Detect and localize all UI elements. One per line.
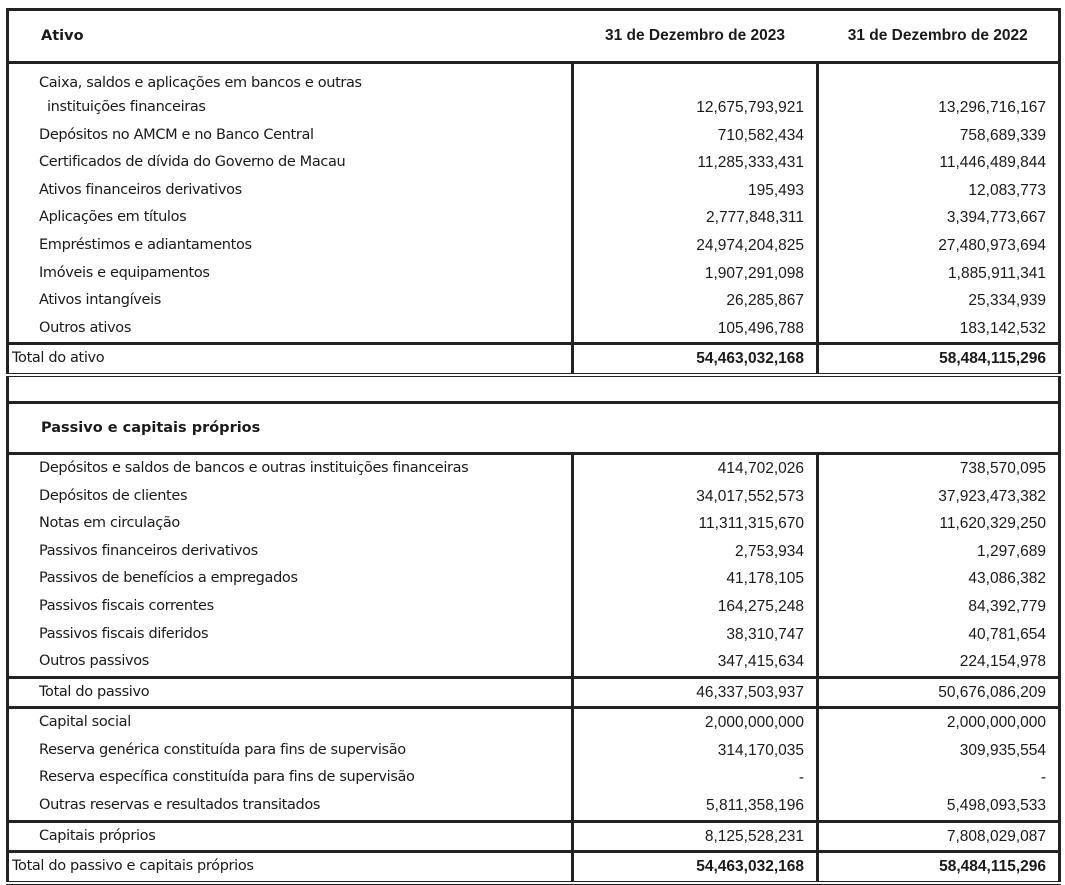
value-2022: 1,297,689 <box>818 538 1060 566</box>
value-2022: 309,935,554 <box>818 737 1060 765</box>
table-header <box>8 10 1060 63</box>
row-label: Imóveis e equipamentos <box>8 260 573 288</box>
table-row <box>8 204 1060 232</box>
table-row <box>8 621 1060 649</box>
value-2023: 34,017,552,573 <box>573 483 818 511</box>
table-row <box>8 565 1060 593</box>
value-2023: 41,178,105 <box>573 565 818 593</box>
value-2022: 2,000,000,000 <box>818 708 1060 737</box>
value-2023: 54,463,032,168 <box>573 344 818 375</box>
value-2023: 26,285,867 <box>573 287 818 315</box>
balance-sheet-table <box>6 8 1061 885</box>
value-2022: 37,923,473,382 <box>818 483 1060 511</box>
table-row <box>8 764 1060 792</box>
value-2022: 224,154,978 <box>818 648 1060 677</box>
value-2022: 758,689,339 <box>818 122 1060 150</box>
row-label: Outros ativos <box>8 315 573 344</box>
value-2022: 58,484,115,296 <box>818 852 1060 883</box>
value-2022: 12,083,773 <box>818 177 1060 205</box>
value-2022: 58,484,115,296 <box>818 344 1060 375</box>
value-2023: 38,310,747 <box>573 621 818 649</box>
total-liabilities-row <box>8 677 1060 708</box>
section-header-liabilities <box>8 402 1060 453</box>
value-2023: 11,285,333,431 <box>573 149 818 177</box>
spacer-row <box>8 375 1060 403</box>
table-row <box>8 94 1060 122</box>
table-row <box>8 315 1060 344</box>
row-label: Total do passivo e capitais próprios <box>8 852 573 883</box>
value-2022: - <box>818 764 1060 792</box>
table-row <box>8 792 1060 821</box>
row-label: Notas em circulação <box>8 510 573 538</box>
value-2022: 183,142,532 <box>818 315 1060 344</box>
value-2022: 40,781,654 <box>818 621 1060 649</box>
row-label: Depósitos e saldos de bancos e outras instituições financeiras <box>8 453 573 482</box>
table-row <box>8 232 1060 260</box>
table-row <box>8 593 1060 621</box>
value-2023: 12,675,793,921 <box>573 94 818 122</box>
value-2022: 84,392,779 <box>818 593 1060 621</box>
value-2023: - <box>573 764 818 792</box>
row-label: Capital social <box>8 708 573 737</box>
value-2023: 8,125,528,231 <box>573 821 818 852</box>
table-row <box>8 483 1060 511</box>
value-2023: 414,702,026 <box>573 453 818 482</box>
value-2023: 195,493 <box>573 177 818 205</box>
value-2023: 5,811,358,196 <box>573 792 818 821</box>
value-2023: 54,463,032,168 <box>573 852 818 883</box>
value-2023: 2,753,934 <box>573 538 818 566</box>
row-label: Caixa, saldos e aplicações em bancos e outras <box>8 63 573 95</box>
row-label: Capitais próprios <box>8 821 573 852</box>
row-label: Passivos de benefícios a empregados <box>8 565 573 593</box>
value-2022: 5,498,093,533 <box>818 792 1060 821</box>
value-2023: 1,907,291,098 <box>573 260 818 288</box>
value-2022: 1,885,911,341 <box>818 260 1060 288</box>
value-2022: 7,808,029,087 <box>818 821 1060 852</box>
row-label: Total do passivo <box>8 677 573 708</box>
row-label: Depósitos de clientes <box>8 483 573 511</box>
header-col-2023: 31 de Dezembro de 2023 <box>573 10 818 63</box>
table-row <box>8 149 1060 177</box>
table-row <box>8 510 1060 538</box>
row-label-continued: instituições financeiras <box>8 94 573 122</box>
value-2023: 164,275,248 <box>573 593 818 621</box>
section-title: Passivo e capitais próprios <box>8 402 1060 453</box>
table-row <box>8 177 1060 205</box>
value-2023: 314,170,035 <box>573 737 818 765</box>
table-row <box>8 453 1060 482</box>
table-row <box>8 260 1060 288</box>
table-row <box>8 538 1060 566</box>
row-label: Outras reservas e resultados transitados <box>8 792 573 821</box>
value-2022: 3,394,773,667 <box>818 204 1060 232</box>
table-row <box>8 287 1060 315</box>
balance-sheet <box>6 8 1058 885</box>
header-title: Ativo <box>8 10 573 63</box>
row-label: Ativos intangíveis <box>8 287 573 315</box>
table-row <box>8 63 1060 95</box>
table-row <box>8 122 1060 150</box>
value-2023: 46,337,503,937 <box>573 677 818 708</box>
row-label: Total do ativo <box>8 344 573 375</box>
table-row <box>8 708 1060 737</box>
value-2022: 50,676,086,209 <box>818 677 1060 708</box>
value-2022: 25,334,939 <box>818 287 1060 315</box>
value-2022: 738,570,095 <box>818 453 1060 482</box>
value-2023: 347,415,634 <box>573 648 818 677</box>
row-label: Certificados de dívida do Governo de Macau <box>8 149 573 177</box>
row-label: Passivos fiscais diferidos <box>8 621 573 649</box>
row-label: Depósitos no AMCM e no Banco Central <box>8 122 573 150</box>
value-2023: 710,582,434 <box>573 122 818 150</box>
value-2022: 27,480,973,694 <box>818 232 1060 260</box>
value-2022: 13,296,716,167 <box>818 94 1060 122</box>
total-assets-row <box>8 344 1060 375</box>
table-row <box>8 648 1060 677</box>
row-label: Ativos financeiros derivativos <box>8 177 573 205</box>
row-label: Empréstimos e adiantamentos <box>8 232 573 260</box>
value-2023: 24,974,204,825 <box>573 232 818 260</box>
grand-total-row <box>8 852 1060 883</box>
row-label: Passivos financeiros derivativos <box>8 538 573 566</box>
value-2023: 2,000,000,000 <box>573 708 818 737</box>
row-label: Reserva específica constituída para fins de supervisão <box>8 764 573 792</box>
value-2023: 2,777,848,311 <box>573 204 818 232</box>
row-label: Reserva genérica constituída para fins de supervisão <box>8 737 573 765</box>
table-row <box>8 737 1060 765</box>
value-2022: 43,086,382 <box>818 565 1060 593</box>
value-2022: 11,620,329,250 <box>818 510 1060 538</box>
row-label: Outros passivos <box>8 648 573 677</box>
value-2022: 11,446,489,844 <box>818 149 1060 177</box>
total-equity-row <box>8 821 1060 852</box>
value-2023: 11,311,315,670 <box>573 510 818 538</box>
header-col-2022: 31 de Dezembro de 2022 <box>818 10 1060 63</box>
value-2023: 105,496,788 <box>573 315 818 344</box>
row-label: Aplicações em títulos <box>8 204 573 232</box>
row-label: Passivos fiscais correntes <box>8 593 573 621</box>
